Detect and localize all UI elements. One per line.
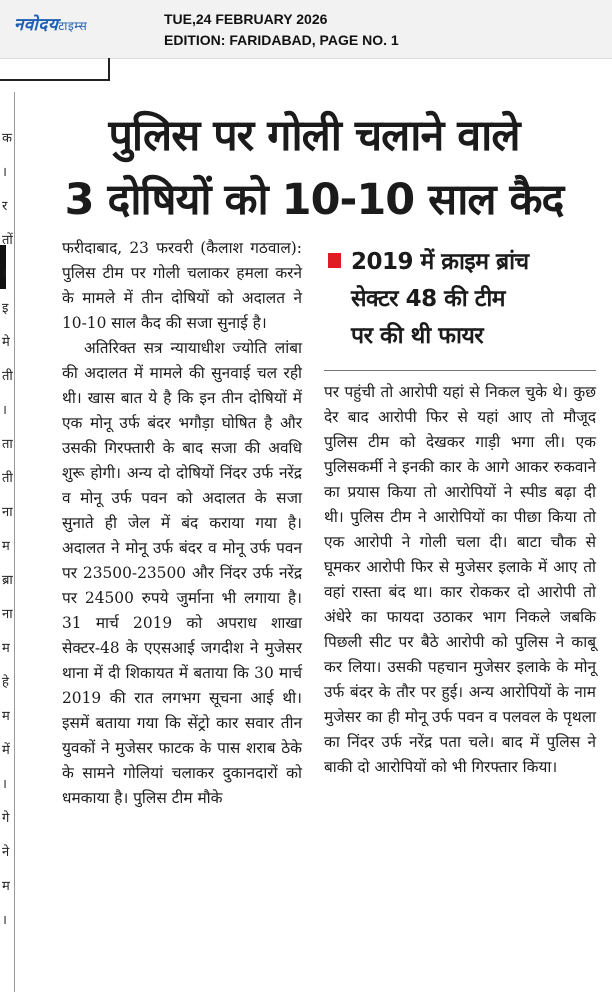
article-paragraph-lead: फरीदाबाद, 23 फरवरी (कैलाश गठवाल): पुलिस टीम पर गोली चलाकर हमला करने के मामले में तीन दोषियों को अदालत ने 10-10 साल कैद की सजा सुनाई है।	[62, 239, 302, 332]
article-column-right	[324, 380, 596, 780]
adjacent-column-fragment: में	[2, 743, 10, 758]
article-paragraph-2: अतिरिक्त सत्र न्यायाधीश ज्योति लांबा की अदालत में मामले की सुनवाई चल रही थी। खास बात ये है कि इन तीन दोषियों में एक मोनू उर्फ बंदर भगौड़ा घोषित है और उसकी गिरफ्तारी के बाद सजा की अवधि शुरू होगी। अन्य दो दोषियों निंदर उर्फ नरेंद्र व मोनू उर्फ पवन को अदालत के सजा सुनाते ही जेल में बंद कराया गया है। अदालत ने मोनू उर्फ बंदर व मोनू उर्फ पवन पर 23500-23500 और निंदर उर्फ नरेंद्र पर 24500 रुपये जुर्माना भी लगाया है। 31 मार्च 2019 को अपराध शाखा सेक्टर-48 के एएसआई जगदीश ने मुजेसर थाना में दी शिकायत में बताया कि 30 मार्च 2019 की रात लगभग सूचना आई थी। इसमें बताया गया कि सेंट्रो कार सवार तीन युवकों ने मुजेसर फाटक के पास शराब ठेके के सामने गोलियां चलाकर दुकानदारों को धमकाया है। पुलिस टीम मौके	[62, 339, 302, 807]
logo-main: नवोदय	[14, 15, 59, 35]
headline-line-1: पुलिस पर गोली चलाने वाले	[108, 111, 520, 161]
subhead-line-2: सेक्टर 48 की टीम	[351, 286, 506, 312]
adjacent-column-fragment: ।	[2, 267, 7, 282]
edition-line: EDITION: FARIDABAD, PAGE NO. 1	[164, 32, 399, 48]
headline	[34, 104, 594, 232]
red-square-bullet-icon	[328, 253, 341, 268]
issue-date: TUE,24 FEBRUARY 2026	[164, 11, 328, 27]
adjacent-column-fragment: ।	[2, 913, 7, 928]
headline-line-2: 3 दोषियों को 10-10 साल कैद	[64, 175, 564, 225]
subhead-line-3: पर की थी फायर	[351, 323, 484, 349]
cut-off-adjacent-column	[0, 120, 14, 1000]
subhead-rule	[324, 370, 596, 371]
article-paragraph-3: पर पहुंची तो आरोपी यहां से निकल चुके थे। कुछ देर बाद आरोपी फिर से यहां आए तो मौजूद पुलिस टीम को देखकर गाड़ी भगा ली। एक पुलिसकर्मी ने इनकी कार के आगे आकर रुकवाने का प्रयास किया तो आरोपियों ने स्पीड बढ़ा दी थी। पुलिस टीम ने आरोपियों का पीछा किया तो एक आरोपी ने गोली चला दी। बाटा चौक से घूमकर आरोपी फिर से मुजेसर इलाके में आए तो वहां रास्ता बंद था। कार रोककर दो आरोपी तो अंधेरे का फायदा उठाकर भाग निकले जबकि पिछली सीट पर बैठे आरोपी को पुलिस ने काबू कर लिया। उसकी पहचान मुजेसर इलाके के मोनू उर्फ बंदर के तौर पर हुई। अन्य आरोपियों के नाम मुजेसर का ही मोनू उर्फ पवन व पलवल के पृथला का निंदर उर्फ नरेंद्र पता चले। बाद में पुलिस ने बाकी दो आरोपियों को भी गिरफ्तार किया।	[324, 383, 596, 776]
article-column-left	[62, 236, 302, 811]
newspaper-logo	[14, 12, 87, 35]
adjacent-column-fragment: म	[2, 879, 10, 894]
adjacent-column-fragment: मे	[2, 335, 10, 350]
adjacent-column-fragment: ।	[2, 777, 7, 792]
adjacent-column-fragment: ब्रा	[2, 573, 13, 588]
adjacent-column-fragment: तों	[2, 233, 13, 248]
adjacent-column-fragment: क	[2, 131, 12, 146]
edition-info	[164, 9, 399, 51]
adjacent-column-fragment: म	[2, 709, 10, 724]
page-header	[0, 0, 612, 59]
adjacent-column-fragment: ना	[2, 505, 13, 520]
adjacent-column-fragment: हे	[2, 675, 9, 690]
adjacent-column-fragment: म	[2, 641, 10, 656]
adjacent-column-fragment: र	[2, 199, 8, 214]
left-column-divider	[14, 92, 15, 992]
logo-sub: टाइम्स	[58, 19, 88, 33]
adjacent-column-fragment: ना	[2, 607, 13, 622]
adjacent-column-fragment: ।	[2, 165, 7, 180]
subhead-line-1: 2019 में क्राइम ब्रांच	[351, 249, 529, 275]
adjacent-column-fragment: ती	[2, 369, 13, 384]
adjacent-column-fragment: ।	[2, 403, 7, 418]
adjacent-column-fragment: ने	[2, 845, 10, 860]
adjacent-article-frame-horizontal	[0, 79, 110, 81]
adjacent-column-fragment: इ	[2, 301, 9, 316]
adjacent-column-fragment: ता	[2, 437, 13, 452]
adjacent-article-frame-vertical	[108, 58, 110, 80]
adjacent-column-fragment: गे	[2, 811, 10, 826]
adjacent-column-fragment: म	[2, 539, 10, 554]
adjacent-column-fragment: ती	[2, 471, 13, 486]
subheadline	[328, 244, 598, 355]
